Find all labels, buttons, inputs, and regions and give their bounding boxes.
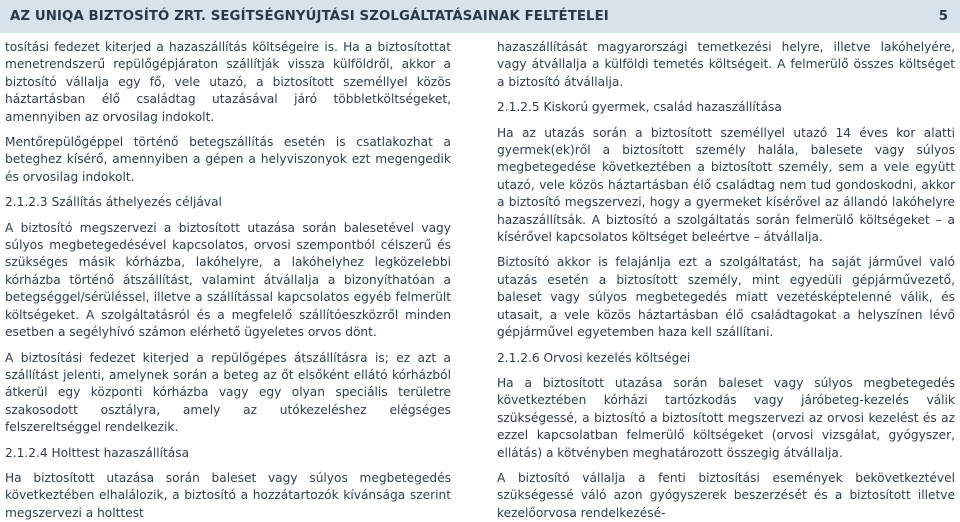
document-title: AZ UNIQA BIZTOSÍTÓ ZRT. SEGÍTSÉGNYÚJTÁSI SZOLGÁLTATÁSAINAK FELTÉTELEI <box>10 9 609 24</box>
paragraph: Mentőrepülőgéppel történő betegszállítás esetén is csatlakozhat a beteghez kísérő, amennyiben a gépen a helyviszonyok ezt megengedik és orvosilag indokolt. <box>5 135 451 184</box>
paragraph: A biztosító megszervezi a biztosított utazása során balesetével vagy súlyos megbetegedésével kapcsolatos, orvosi szempontból célszerű és szükséges másik kórházba, lakóhelyre, a lakóhelyhez legközelebbi kórházba történő átszállítást, valamint átvállalja a bizonyíthatóan a betegséggel/sérüléssel, illetve a szállítással kapcsolatos egyéb felmerült költségeket. A szolgáltatásról és a megfelelő szállítóeszközről minden esetben a segélyhívó számon elérhető ügyeletes orvos dönt. <box>5 220 451 340</box>
paragraph: Ha biztosított utazása során baleset vagy súlyos megbetegedés következtében elhalálozik, a biztosító a hozzátartozók kívánsága szerint megszervezi a holttest <box>5 470 451 520</box>
paragraph: Ha az utazás során a biztosított személlyel utazó 14 éves kor alatti gyermek(ek)ről a biztosított személy halála, balesete vagy súlyos megbetegedése következtében a biztosított személy, sem a vele együtt utazó, vele közös háztartásban élő családtag nem tud gondoskodni, akkor a biztosító megszervezi, hogy a gyermeket kísérővel az állandó lakóhelyre hazaszállítsák. A biztosító a szolgáltatás során felmerülő költségeket – a kísérővel kapcsolatos költséget beleértve – átvállalja. <box>497 125 955 245</box>
page-header <box>0 0 960 33</box>
paragraph: hazaszállítását magyarországi temetkezési helyre, illetve lakóhelyére, vagy átvállalja a külföldi temetés költségeit. A felmerülő összes költséget a biztosító átvállalja. <box>497 40 955 89</box>
paragraph: A biztosítási fedezet kiterjed a repülőgépes átszállításra is; ez azt a szállítást jelenti, amelynek során a beteg az őt elsőként ellátó kórházból átkerül egy központi kórházba vagy egy olyan speciális területre szakosodott osztályra, amely az utókezeléshez elégséges felszereltséggel rendelkezik. <box>5 350 451 435</box>
right-column <box>497 39 955 522</box>
section-heading: 2.1.2.6 Orvosi kezelés költségei <box>497 350 691 365</box>
paragraph: Ha a biztosított utazása során baleset vagy súlyos megbetegedés következtében kórházi tartózkodás vagy járóbeteg-kezelés válik szükségessé, a biztosító a biztosított megszervezi az orvosi kezelést és az ezzel kapcsolatban felmerülő költségeket (orvosi vizsgálat, gyógyszer, ellátás) a kötvényben meghatározott összegig átvállalja. <box>497 375 955 460</box>
section-heading: 2.1.2.5 Kiskorú gyermek, család hazaszállítása <box>497 100 782 115</box>
paragraph: A biztosító vállalja a fenti biztosítási események bekövetkeztével szükségessé váló azon gyógyszerek beszerzését és a biztosított illetve kezelőorvosa rendelkezésé- <box>497 470 955 520</box>
section-heading: 2.1.2.4 Holttest hazaszállítása <box>5 445 190 460</box>
section-heading: 2.1.2.3 Szállítás áthelyezés céljával <box>5 195 222 210</box>
page-number: 5 <box>938 9 948 24</box>
paragraph: Biztosító akkor is felajánlja ezt a szolgáltatást, ha saját járművel való utazás esetén a biztosított személy, mint egyedüli gépjárművezető, baleset vagy súlyos megbetegedés miatt vezetésképtelenné válik, és utasait, a vele közös háztartásban élő családtagokat a helyszínen lévő gépjárművel egyetemben haza kell szállítani. <box>497 255 955 340</box>
left-column <box>5 39 451 522</box>
paragraph: tosítási fedezet kiterjed a hazaszállítás költségeire is. Ha a biztosítottat menetrendszerű repülőgépjáraton szállítják vissza külföldről, akkor a biztosító vállalja egy fő, vele utazó, a biztosított személlyel közös háztartásban élő családtag utazásával járó többletköltségeket, amennyiben az orvosilag indokolt. <box>5 40 451 124</box>
